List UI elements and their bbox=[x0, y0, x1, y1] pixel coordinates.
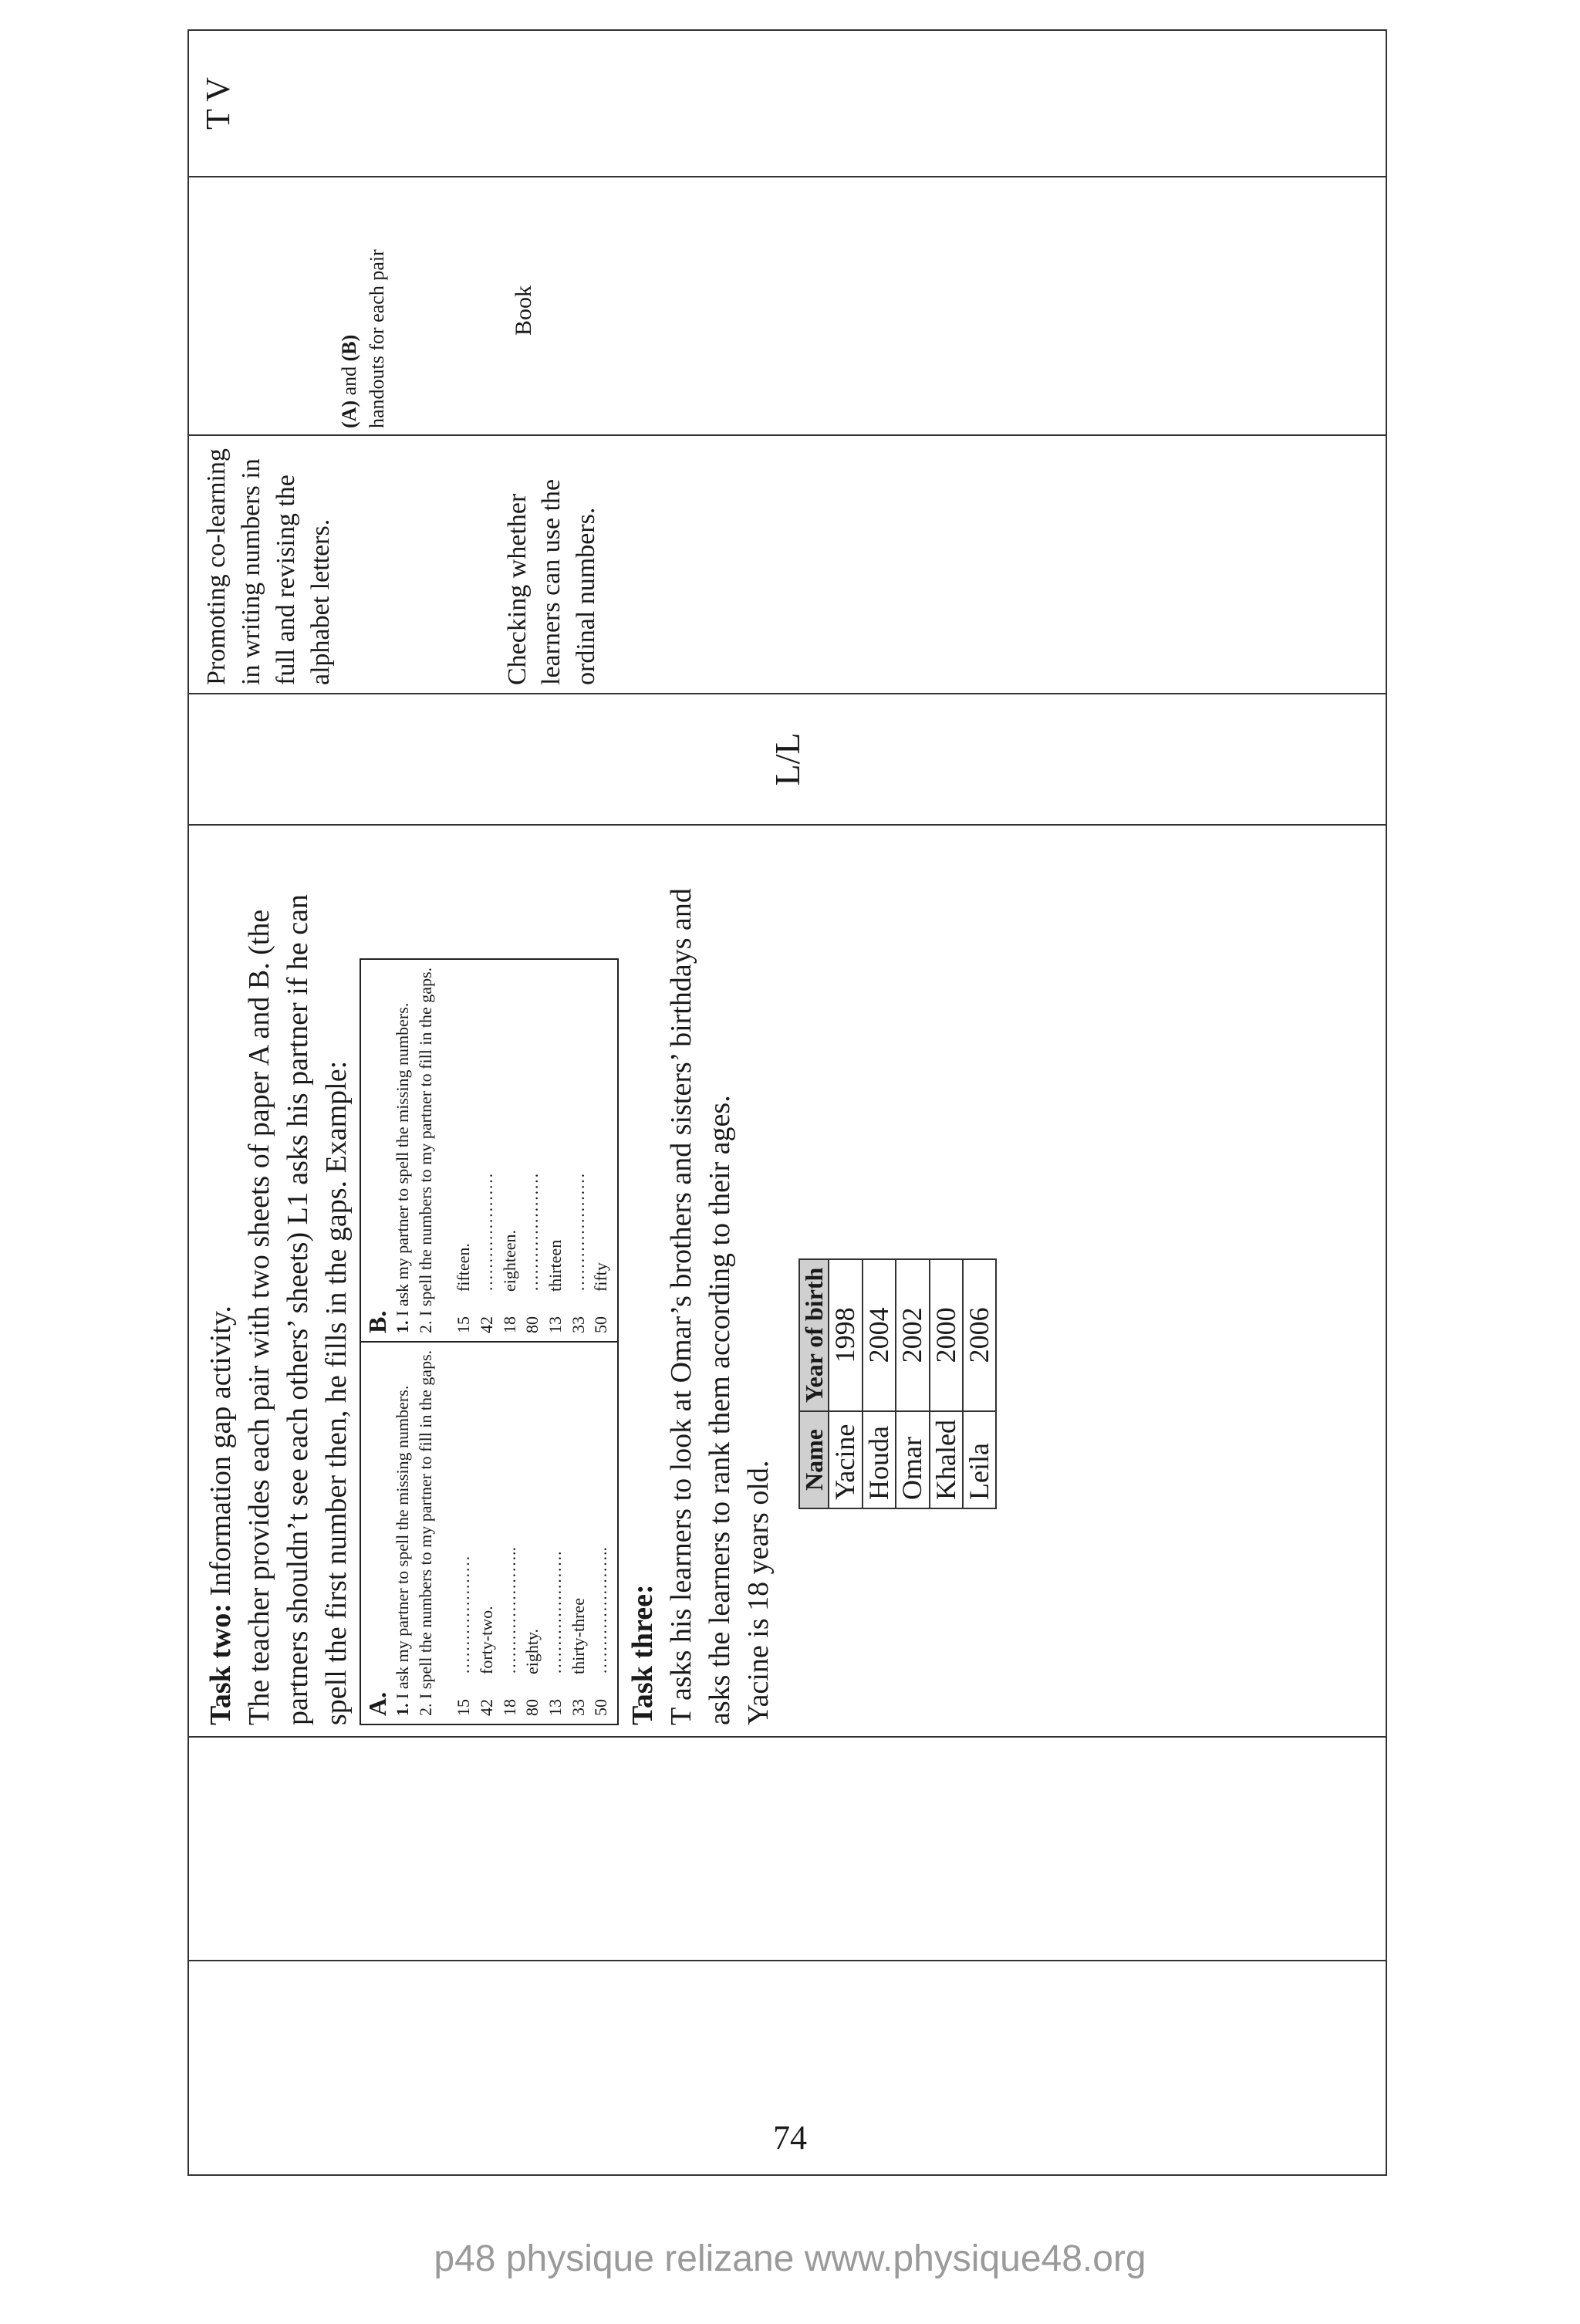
sheet-b-title: B. bbox=[363, 1310, 391, 1333]
vak-tv: T V bbox=[199, 76, 237, 130]
item-number: 80 bbox=[522, 1316, 542, 1333]
list-item bbox=[521, 1349, 544, 1716]
item-number: 13 bbox=[545, 1699, 565, 1716]
sheet-b-instruction-2: 2. I spell the numbers to my partner to fill in the gaps. bbox=[415, 967, 435, 1333]
item-text: eighteen. bbox=[499, 1229, 519, 1292]
task-three-note: Yacine is 18 years old. bbox=[742, 1460, 775, 1725]
aims-column bbox=[188, 435, 1386, 694]
list-item bbox=[544, 966, 567, 1333]
sheet-b-instruction-1-text: I ask my partner to spell the missing numbers. bbox=[392, 1002, 412, 1321]
sheet-b-instruction-1 bbox=[391, 966, 414, 1333]
item-number: 33 bbox=[568, 1316, 588, 1333]
year-cell: 2002 bbox=[896, 1259, 929, 1411]
handouts-material bbox=[336, 184, 363, 428]
birth-years-table bbox=[798, 1258, 998, 1509]
sheet-a-title: A. bbox=[363, 1691, 391, 1716]
item-text: fifteen. bbox=[454, 1243, 474, 1292]
stage-column bbox=[188, 1737, 1386, 1961]
list-item bbox=[475, 966, 498, 1333]
table-row bbox=[896, 1259, 929, 1508]
list-item bbox=[567, 966, 590, 1333]
item-number: 50 bbox=[591, 1316, 611, 1333]
materials-column bbox=[188, 177, 1386, 435]
page-number: 74 bbox=[773, 2119, 807, 2157]
lesson-plan-page bbox=[187, 76, 1387, 2176]
vak-column bbox=[188, 30, 1386, 177]
table-row bbox=[930, 1259, 963, 1508]
handouts-description: handouts for each pair bbox=[366, 249, 389, 428]
procedure-column bbox=[188, 825, 1386, 1737]
item-number: 15 bbox=[454, 1699, 474, 1716]
book-material: Book bbox=[510, 285, 536, 336]
task-two-heading-rest: Information gap activity. bbox=[204, 1306, 237, 1603]
item-number: 42 bbox=[476, 1699, 496, 1716]
item-text: ………………….. bbox=[591, 1547, 611, 1674]
item-text: fifty bbox=[591, 1262, 611, 1292]
task-two-paragraph bbox=[201, 833, 240, 1725]
list-item bbox=[544, 1349, 567, 1716]
item-text: thirty-three bbox=[568, 1598, 588, 1674]
item-number: 50 bbox=[591, 1699, 611, 1716]
list-item bbox=[452, 966, 475, 1333]
list-item bbox=[567, 1349, 590, 1716]
table-row bbox=[829, 1259, 862, 1508]
name-cell: Omar bbox=[896, 1411, 929, 1508]
list-item bbox=[498, 1349, 522, 1716]
aim-co-learning: Promoting co-learning in writing numbers in full and revising the alphabet letters. bbox=[202, 448, 335, 685]
sheet-a-instruction-2: 2. I spell the numbers to my partner to fill in the gaps. bbox=[415, 1349, 435, 1716]
item-number: 80 bbox=[522, 1699, 542, 1716]
list-item bbox=[521, 966, 544, 1333]
sheet-a-instruction-1-text: I ask my partner to spell the missing numbers. bbox=[392, 1385, 412, 1704]
year-cell: 2000 bbox=[930, 1259, 963, 1411]
interaction-label: L/L bbox=[768, 732, 807, 786]
item-text: ………………….. bbox=[499, 1547, 519, 1674]
handout-b-label: (B) bbox=[338, 334, 360, 362]
sheet-a-instruction-1 bbox=[391, 1349, 414, 1716]
name-cell: Leila bbox=[963, 1411, 996, 1508]
sheet-b bbox=[361, 960, 617, 1343]
handout-and: and bbox=[338, 361, 360, 400]
name-cell: Houda bbox=[863, 1411, 896, 1508]
table-row bbox=[863, 1259, 896, 1508]
table-row bbox=[963, 1259, 996, 1508]
item-text: ………………… bbox=[454, 1556, 474, 1674]
sheet-b-number-list bbox=[452, 966, 613, 1333]
item-text: ………………… bbox=[476, 1173, 496, 1292]
lesson-plan-table bbox=[187, 29, 1387, 2176]
handout-a-label: (A) bbox=[338, 400, 360, 428]
item-text: ………………… bbox=[568, 1173, 588, 1292]
item-text: thirteen bbox=[545, 1239, 565, 1292]
year-cell: 2006 bbox=[963, 1259, 996, 1411]
item-number: 13 bbox=[545, 1316, 565, 1333]
item-number: 18 bbox=[499, 1699, 519, 1716]
sheet-a bbox=[361, 1343, 617, 1724]
task-three-text: T asks his learners to look at Omar’s brothers and sisters’ birthdays and asks the learners to rank them according to their ages. bbox=[665, 888, 737, 1725]
task-two-text: The teacher provides each pair with two sheets of paper A and B. (the partners shouldn’t see each others’ sheets) L1 asks his partner if he can spell the first number then, he fills in the gaps. Example: bbox=[243, 893, 353, 1725]
column-header-name: Name bbox=[799, 1411, 829, 1508]
information-gap-sheets bbox=[360, 958, 619, 1725]
list-item bbox=[475, 1349, 498, 1716]
interaction-column bbox=[188, 694, 1386, 825]
sheet-a-number-list bbox=[452, 1349, 613, 1716]
list-item bbox=[498, 966, 522, 1333]
list-item bbox=[589, 966, 613, 1333]
item-number: 42 bbox=[476, 1316, 496, 1333]
list-item bbox=[589, 1349, 613, 1716]
item-text: eighty. bbox=[522, 1628, 542, 1674]
item-number: 33 bbox=[568, 1699, 588, 1716]
sheet-a-instruction-1-number: 1. bbox=[392, 1703, 412, 1716]
year-cell: 2004 bbox=[863, 1259, 896, 1411]
name-cell: Khaled bbox=[930, 1411, 963, 1508]
item-text: ………………… bbox=[522, 1173, 542, 1292]
item-number: 15 bbox=[454, 1316, 474, 1333]
item-number: 18 bbox=[499, 1316, 519, 1333]
name-cell: Yacine bbox=[829, 1411, 862, 1508]
aim-ordinal-numbers: Checking whether learners can use the ordinal numbers. bbox=[502, 478, 601, 685]
table-header-row bbox=[799, 1259, 829, 1508]
task-two-heading: Task two: bbox=[204, 1603, 237, 1725]
task-three-heading: Task three: bbox=[626, 1584, 659, 1725]
list-item bbox=[452, 1349, 475, 1716]
footer-watermark: p48 physique relizane www.physique48.org bbox=[434, 2238, 1146, 2279]
sheet-b-instruction-1-number: 1. bbox=[392, 1320, 412, 1333]
item-text: forty-two. bbox=[476, 1606, 496, 1674]
column-header-year: Year of birth bbox=[799, 1259, 829, 1411]
item-text: …………………. bbox=[545, 1551, 565, 1674]
year-cell: 1998 bbox=[829, 1259, 862, 1411]
